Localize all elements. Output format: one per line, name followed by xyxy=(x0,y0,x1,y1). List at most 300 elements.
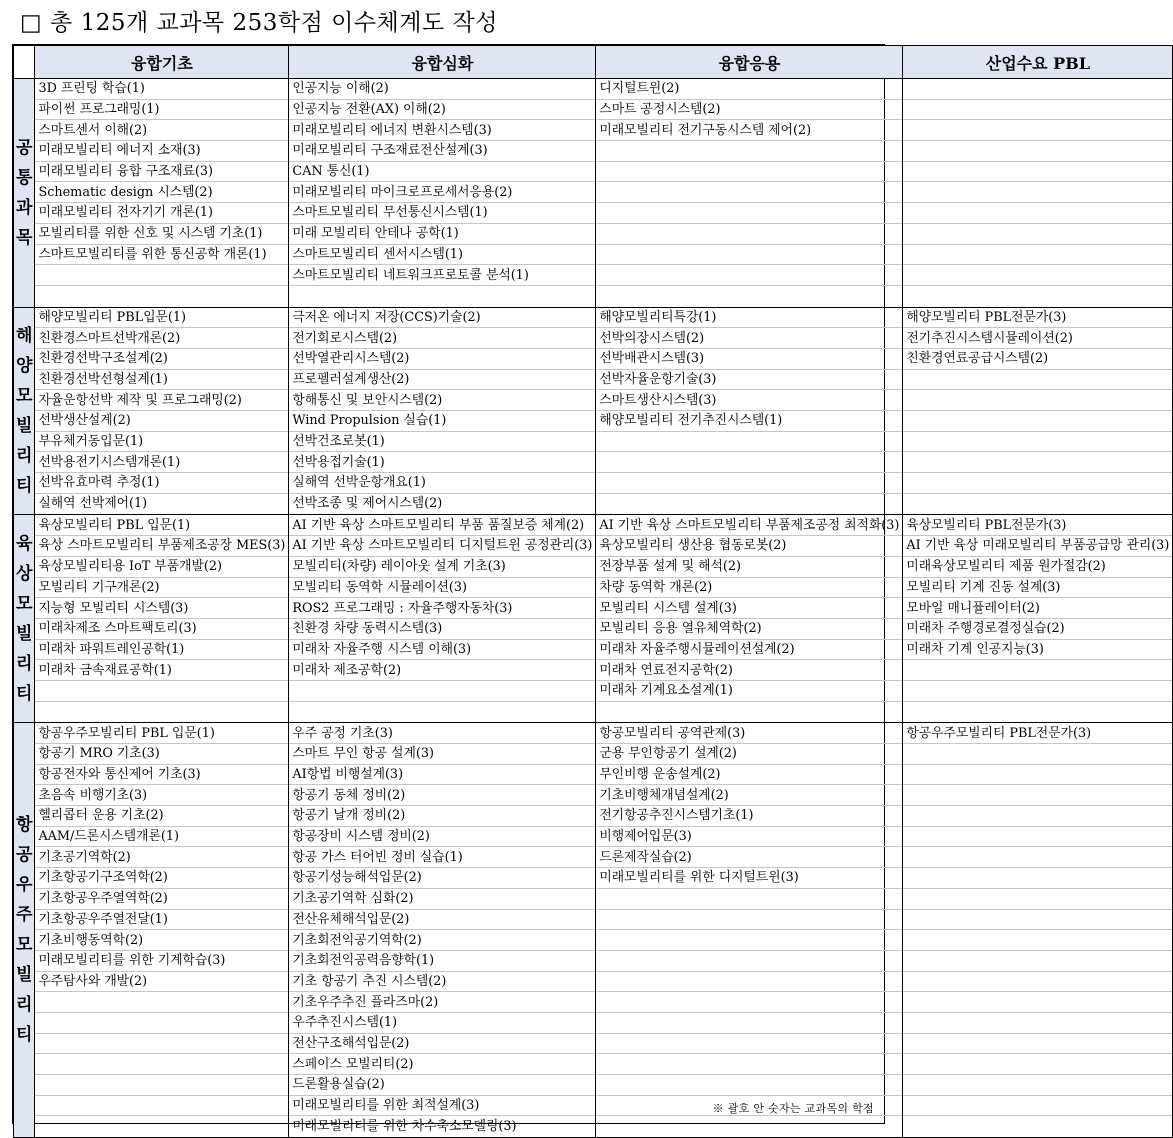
course-cell xyxy=(35,889,289,910)
course-cell xyxy=(289,182,596,203)
course-name: 미래모빌리티를 위한 기계학습(3) xyxy=(38,953,226,969)
course-cell xyxy=(596,494,903,515)
course-name: 프로펠러설계생산(2) xyxy=(292,371,410,387)
course-cell xyxy=(35,432,289,453)
course-cell xyxy=(903,806,1173,827)
header-corner-cell xyxy=(14,46,35,79)
course-cell xyxy=(35,806,289,827)
course-name: 미래차 자율주행 시스템 이해(3) xyxy=(292,641,472,657)
course-cell xyxy=(35,785,289,806)
course-name: 선박배관시스템(3) xyxy=(599,351,705,367)
course-cell xyxy=(289,79,596,100)
course-cell xyxy=(903,598,1173,619)
course-name: 선박조종 및 제어시스템(2) xyxy=(292,496,443,512)
course-cell xyxy=(289,224,596,245)
course-name: 기초회전익공력음향학(1) xyxy=(292,953,435,969)
page-title: □ 총 125개 교과목 253학점 이수체계도 작성 xyxy=(20,10,498,36)
category-label: 해양 모빌리티 xyxy=(14,307,35,515)
course-name: 전기항공추진시스템기초(1) xyxy=(599,808,754,824)
course-cell xyxy=(903,515,1173,536)
course-cell xyxy=(596,432,903,453)
table-row xyxy=(14,79,1173,100)
course-cell xyxy=(596,182,903,203)
course-cell xyxy=(903,681,1173,702)
course-cell xyxy=(289,910,596,931)
course-name: 해양모빌리티특강(1) xyxy=(599,309,717,325)
course-cell xyxy=(289,536,596,557)
course-cell xyxy=(903,868,1173,889)
course-cell xyxy=(35,224,289,245)
course-cell xyxy=(903,224,1173,245)
course-name: 스마트모빌리티를 위한 통신공학 개론(1) xyxy=(38,246,267,262)
course-cell xyxy=(289,452,596,473)
course-name: 디지털트윈(2) xyxy=(599,81,680,97)
course-name: 전장부품 설계 및 해석(2) xyxy=(599,559,741,575)
course-cell xyxy=(596,1116,903,1137)
table-body xyxy=(14,79,1173,1138)
category-label: 육상 모빌리티 xyxy=(14,515,35,723)
course-name: 육상모빌리티 생산용 협동로봇(2) xyxy=(599,538,787,554)
table-row xyxy=(14,930,1173,951)
course-cell xyxy=(596,120,903,141)
course-cell xyxy=(903,349,1173,370)
course-name: 항공 가스 터어빈 정비 실습(1) xyxy=(292,849,463,865)
course-cell xyxy=(35,930,289,951)
course-cell xyxy=(903,910,1173,931)
footnote: ※ 괄호 안 숫자는 교과목의 학점 xyxy=(712,1102,874,1115)
course-name: 선박자율운항기술(3) xyxy=(599,371,717,387)
course-cell xyxy=(903,1054,1173,1075)
course-name: 항해통신 및 보안시스템(2) xyxy=(292,392,443,408)
course-name: 항공모빌리티 공역관제(3) xyxy=(599,725,746,741)
course-cell xyxy=(596,1075,903,1096)
course-name: 실해역 선박운항개요(1) xyxy=(292,475,426,491)
course-cell xyxy=(35,619,289,640)
course-name: 항공기 MRO 기초(3) xyxy=(38,746,160,762)
course-name: 인공지능 이해(2) xyxy=(292,81,389,97)
course-cell xyxy=(596,806,903,827)
course-name: 군용 무인항공기 설계(2) xyxy=(599,746,737,762)
course-cell xyxy=(903,951,1173,972)
course-cell xyxy=(596,245,903,266)
table-row xyxy=(14,1116,1173,1137)
course-cell xyxy=(35,868,289,889)
course-cell xyxy=(289,992,596,1013)
course-cell xyxy=(289,702,596,723)
course-cell xyxy=(35,702,289,723)
course-cell xyxy=(596,910,903,931)
course-cell xyxy=(596,744,903,765)
course-cell xyxy=(289,660,596,681)
course-name: 육상모빌리티용 IoT 부품개발(2) xyxy=(38,559,222,575)
course-name: 스마트생산시스템(3) xyxy=(599,392,717,408)
table-row xyxy=(14,307,1173,328)
course-cell xyxy=(289,972,596,993)
course-name: 선박용접기술(1) xyxy=(292,454,385,470)
course-cell xyxy=(289,744,596,765)
table-row xyxy=(14,390,1173,411)
course-cell xyxy=(289,515,596,536)
course-cell xyxy=(35,992,289,1013)
course-name: 육상모빌리티 PBL 입문(1) xyxy=(38,517,191,533)
table-row xyxy=(14,349,1173,370)
course-name: 항공기성능해석입문(2) xyxy=(292,870,422,886)
course-cell xyxy=(289,765,596,786)
course-name: 미래모빌리티 전자기기 개론(1) xyxy=(38,205,214,221)
course-cell xyxy=(35,1096,289,1117)
course-name: 친환경 차량 동력시스템(3) xyxy=(292,621,443,637)
course-name: 스마트 공정시스템(2) xyxy=(599,102,721,118)
course-cell xyxy=(289,681,596,702)
course-cell xyxy=(35,286,289,307)
course-cell xyxy=(289,349,596,370)
course-name: 자율운항선박 제작 및 프로그래밍(2) xyxy=(38,392,242,408)
course-cell xyxy=(596,619,903,640)
course-cell xyxy=(903,328,1173,349)
table-row xyxy=(14,765,1173,786)
table-row xyxy=(14,910,1173,931)
table-row xyxy=(14,889,1173,910)
course-cell xyxy=(289,598,596,619)
course-name: 미래차 금속재료공학(1) xyxy=(38,662,172,678)
table-row xyxy=(14,452,1173,473)
course-cell xyxy=(289,100,596,121)
category-label: 공통과목 xyxy=(14,79,35,308)
table-row xyxy=(14,1034,1173,1055)
course-name: 미래차 연료전지공학(2) xyxy=(599,662,733,678)
course-cell xyxy=(289,1034,596,1055)
course-cell xyxy=(35,182,289,203)
course-name: 육상 스마트모빌리티 부품제조공장 MES(3) xyxy=(38,538,286,554)
course-name: 드론활용실습(2) xyxy=(292,1077,385,1093)
course-name: 항공기 동체 정비(2) xyxy=(292,787,406,803)
course-cell xyxy=(35,660,289,681)
course-cell xyxy=(596,162,903,183)
course-cell xyxy=(35,390,289,411)
course-name: 기초공기역학 심화(2) xyxy=(292,891,414,907)
course-name: AI 기반 육상 스마트모빌리티 부품 품질보증 체계(2) xyxy=(292,517,585,533)
table-row xyxy=(14,1075,1173,1096)
course-name: 항공우주모빌리티 PBL전문가(3) xyxy=(906,725,1092,741)
course-cell xyxy=(596,328,903,349)
table-row xyxy=(14,203,1173,224)
table-row xyxy=(14,578,1173,599)
table-row xyxy=(14,972,1173,993)
course-cell xyxy=(35,847,289,868)
course-cell xyxy=(903,1096,1173,1117)
course-cell xyxy=(35,1013,289,1034)
course-cell xyxy=(596,79,903,100)
course-name: 기초항공우주열역학(2) xyxy=(38,891,168,907)
table-row xyxy=(14,1013,1173,1034)
course-name: 선박열관리시스템(2) xyxy=(292,351,410,367)
course-cell xyxy=(903,1013,1173,1034)
course-cell xyxy=(903,120,1173,141)
course-name: 3D 프린팅 학습(1) xyxy=(38,81,145,97)
course-cell xyxy=(35,744,289,765)
course-cell xyxy=(903,100,1173,121)
course-cell xyxy=(596,1054,903,1075)
course-cell xyxy=(289,328,596,349)
course-cell xyxy=(903,827,1173,848)
course-cell xyxy=(596,578,903,599)
course-cell xyxy=(35,328,289,349)
course-name: AI 기반 육상 미래모빌리티 부품공급망 관리(3) xyxy=(906,538,1170,554)
table-row xyxy=(14,411,1173,432)
course-cell xyxy=(903,203,1173,224)
table-row xyxy=(14,723,1173,744)
course-cell xyxy=(903,370,1173,391)
course-name: 미래차제조 스마트팩토리(3) xyxy=(38,621,197,637)
course-cell xyxy=(35,1075,289,1096)
course-cell xyxy=(903,847,1173,868)
course-cell xyxy=(35,681,289,702)
course-name: 육상모빌리티 PBL전문가(3) xyxy=(906,517,1067,533)
course-name: 기초비행체개념설계(2) xyxy=(599,787,729,803)
course-name: 항공장비 시스템 정비(2) xyxy=(292,829,430,845)
table-row xyxy=(14,847,1173,868)
course-name: 미래차 파워트레인공학(1) xyxy=(38,641,185,657)
course-cell xyxy=(596,660,903,681)
table-row xyxy=(14,806,1173,827)
course-cell xyxy=(35,578,289,599)
course-name: 미래 모빌리티 안테나 공학(1) xyxy=(292,226,459,242)
course-name: 실해역 선박제어(1) xyxy=(38,496,148,512)
course-cell xyxy=(289,1116,596,1137)
course-cell xyxy=(903,557,1173,578)
course-name: AI항법 비행설계(3) xyxy=(292,767,404,783)
curriculum-table-frame xyxy=(12,44,1170,1134)
table-row xyxy=(14,744,1173,765)
course-name: 스마트 무인 항공 설계(3) xyxy=(292,746,434,762)
course-name: 전산구조해석입문(2) xyxy=(292,1035,410,1051)
course-name: AI 기반 육상 스마트모빌리티 디지털트윈 공정관리(3) xyxy=(292,538,593,554)
course-cell xyxy=(903,307,1173,328)
course-cell xyxy=(903,411,1173,432)
course-cell xyxy=(35,536,289,557)
course-cell xyxy=(596,598,903,619)
course-name: 부유체거동입문(1) xyxy=(38,434,144,450)
course-name: 항공전자와 통신제어 기초(3) xyxy=(38,767,201,783)
table-row xyxy=(14,640,1173,661)
table-row xyxy=(14,1096,1173,1117)
course-name: 해양모빌리티 PBL전문가(3) xyxy=(906,309,1067,325)
course-name: AAM/드론시스템개론(1) xyxy=(38,829,179,845)
course-cell xyxy=(289,640,596,661)
course-cell xyxy=(903,578,1173,599)
course-cell xyxy=(289,432,596,453)
course-cell xyxy=(903,702,1173,723)
table-row xyxy=(14,370,1173,391)
course-name: 미래모빌리티를 위한 차수축소모델링(3) xyxy=(292,1118,517,1134)
course-name: 미래차 주행경로결정실습(2) xyxy=(906,621,1065,637)
table-row xyxy=(14,681,1173,702)
course-name: 미래모빌리티 마이크로프로세서응용(2) xyxy=(292,184,513,200)
table-row xyxy=(14,515,1173,536)
course-cell xyxy=(903,494,1173,515)
course-name: 선박의장시스템(2) xyxy=(599,330,705,346)
course-name: 지능형 모빌리티 시스템(3) xyxy=(38,600,189,616)
course-name: 선박생산설계(2) xyxy=(38,413,131,429)
course-cell xyxy=(35,515,289,536)
course-cell xyxy=(596,557,903,578)
course-name: 전기회로시스템(2) xyxy=(292,330,398,346)
course-cell xyxy=(903,536,1173,557)
course-cell xyxy=(596,100,903,121)
table-row xyxy=(14,182,1173,203)
course-name: 기초우주추진 플라즈마(2) xyxy=(292,994,439,1010)
course-cell xyxy=(903,619,1173,640)
course-cell xyxy=(596,992,903,1013)
course-cell xyxy=(903,992,1173,1013)
course-cell xyxy=(35,1116,289,1137)
course-cell xyxy=(596,785,903,806)
course-cell xyxy=(35,452,289,473)
course-cell xyxy=(596,972,903,993)
course-cell xyxy=(596,1013,903,1034)
course-name: 스마트모빌리티 센서시스템(1) xyxy=(292,246,463,262)
course-cell xyxy=(35,723,289,744)
course-name: 선박건조로봇(1) xyxy=(292,434,385,450)
course-cell xyxy=(35,473,289,494)
course-cell xyxy=(289,1075,596,1096)
course-cell xyxy=(903,141,1173,162)
course-cell xyxy=(35,349,289,370)
course-name: 미래모빌리티 에너지 소재(3) xyxy=(38,143,201,159)
course-cell xyxy=(596,723,903,744)
table-row xyxy=(14,224,1173,245)
course-name: 헬리콥터 운용 기초(2) xyxy=(38,808,164,824)
course-cell xyxy=(596,473,903,494)
course-cell xyxy=(903,1116,1173,1137)
course-name: 친환경선박구조설계(2) xyxy=(38,351,168,367)
course-cell xyxy=(596,847,903,868)
course-name: 우주 공정 기초(3) xyxy=(292,725,393,741)
course-name: 스마트센서 이해(2) xyxy=(38,122,148,138)
course-name: 친환경연료공급시스템(2) xyxy=(906,351,1049,367)
course-name: 우주탐사와 개발(2) xyxy=(38,973,148,989)
course-cell xyxy=(35,827,289,848)
course-name: 항공우주모빌리티 PBL 입문(1) xyxy=(38,725,215,741)
table-row xyxy=(14,473,1173,494)
course-cell xyxy=(596,827,903,848)
course-cell xyxy=(903,765,1173,786)
course-cell xyxy=(35,1034,289,1055)
table-row xyxy=(14,432,1173,453)
course-name: 전산유체해석입문(2) xyxy=(292,911,410,927)
course-name: 드론제작실습(2) xyxy=(599,849,692,865)
course-name: 무인비행 운송설계(2) xyxy=(599,767,721,783)
course-name: Schematic design 시스템(2) xyxy=(38,184,213,200)
course-name: 전기추진시스템시뮬레이션(2) xyxy=(906,330,1073,346)
course-name: 스페이스 모빌리티(2) xyxy=(292,1056,414,1072)
course-name: 미래모빌리티 구조재료전산설계(3) xyxy=(292,143,488,159)
course-cell xyxy=(903,452,1173,473)
table-row xyxy=(14,120,1173,141)
course-name: 우주추진시스템(1) xyxy=(292,1015,398,1031)
course-cell xyxy=(35,951,289,972)
column-header: 융합응용 xyxy=(596,46,903,79)
course-cell xyxy=(903,245,1173,266)
course-name: 기초항공기구조역학(2) xyxy=(38,870,168,886)
course-cell xyxy=(289,619,596,640)
course-cell xyxy=(596,702,903,723)
table-row xyxy=(14,702,1173,723)
course-cell xyxy=(903,1034,1173,1055)
course-name: AI 기반 육상 스마트모빌리티 부품제조공정 최적화(3) xyxy=(599,517,900,533)
course-cell xyxy=(903,744,1173,765)
course-cell xyxy=(903,265,1173,286)
table-row xyxy=(14,951,1173,972)
course-name: ROS2 프로그래밍 : 자율주행자동차(3) xyxy=(292,600,513,616)
course-cell xyxy=(903,432,1173,453)
course-cell xyxy=(289,162,596,183)
course-cell xyxy=(289,390,596,411)
course-name: 선박유효마력 추정(1) xyxy=(38,475,160,491)
table-row xyxy=(14,162,1173,183)
course-cell xyxy=(289,245,596,266)
course-cell xyxy=(289,1096,596,1117)
course-cell xyxy=(596,265,903,286)
course-cell xyxy=(35,494,289,515)
course-cell xyxy=(596,536,903,557)
course-cell xyxy=(596,681,903,702)
course-cell xyxy=(289,578,596,599)
course-cell xyxy=(903,889,1173,910)
course-name: 미래육상모빌리티 제품 원가절감(2) xyxy=(906,559,1106,575)
course-name: 친환경스마트선박개론(2) xyxy=(38,330,181,346)
table-row xyxy=(14,245,1173,266)
course-name: 기초공기역학(2) xyxy=(38,849,131,865)
course-cell xyxy=(596,765,903,786)
course-name: 항공기 날개 정비(2) xyxy=(292,808,406,824)
course-name: 미래모빌리티를 위한 최적설계(3) xyxy=(292,1098,480,1114)
course-cell xyxy=(35,640,289,661)
course-cell xyxy=(289,785,596,806)
course-name: 모빌리티 기계 진동 설계(3) xyxy=(906,579,1061,595)
table-row xyxy=(14,827,1173,848)
table-row xyxy=(14,868,1173,889)
course-cell xyxy=(903,182,1173,203)
course-cell xyxy=(35,598,289,619)
course-cell xyxy=(289,203,596,224)
column-header: 융합기초 xyxy=(35,46,289,79)
course-cell xyxy=(903,79,1173,100)
table-row xyxy=(14,557,1173,578)
course-cell xyxy=(596,930,903,951)
course-cell xyxy=(596,224,903,245)
course-name: 미래모빌리티 전기구동시스템 제어(2) xyxy=(599,122,812,138)
course-name: 극저온 에너지 저장(CCS)기술(2) xyxy=(292,309,481,325)
table-row xyxy=(14,494,1173,515)
course-cell xyxy=(596,370,903,391)
course-cell xyxy=(289,723,596,744)
course-name: 모바일 매니퓰레이터(2) xyxy=(906,600,1040,616)
header-row xyxy=(14,46,1173,79)
course-name: 미래차 기계요소설계(1) xyxy=(599,683,733,699)
course-name: 모빌리티 응용 열유체역학(2) xyxy=(599,621,762,637)
course-name: 미래모빌리티 에너지 변환시스템(3) xyxy=(292,122,492,138)
course-cell xyxy=(903,286,1173,307)
course-name: 모빌리티 시스템 설계(3) xyxy=(599,600,737,616)
course-name: 기초 항공기 추진 시스템(2) xyxy=(292,973,447,989)
table-row xyxy=(14,265,1173,286)
table-row xyxy=(14,328,1173,349)
course-cell xyxy=(35,100,289,121)
course-cell xyxy=(289,951,596,972)
course-cell xyxy=(903,660,1173,681)
course-cell xyxy=(903,785,1173,806)
